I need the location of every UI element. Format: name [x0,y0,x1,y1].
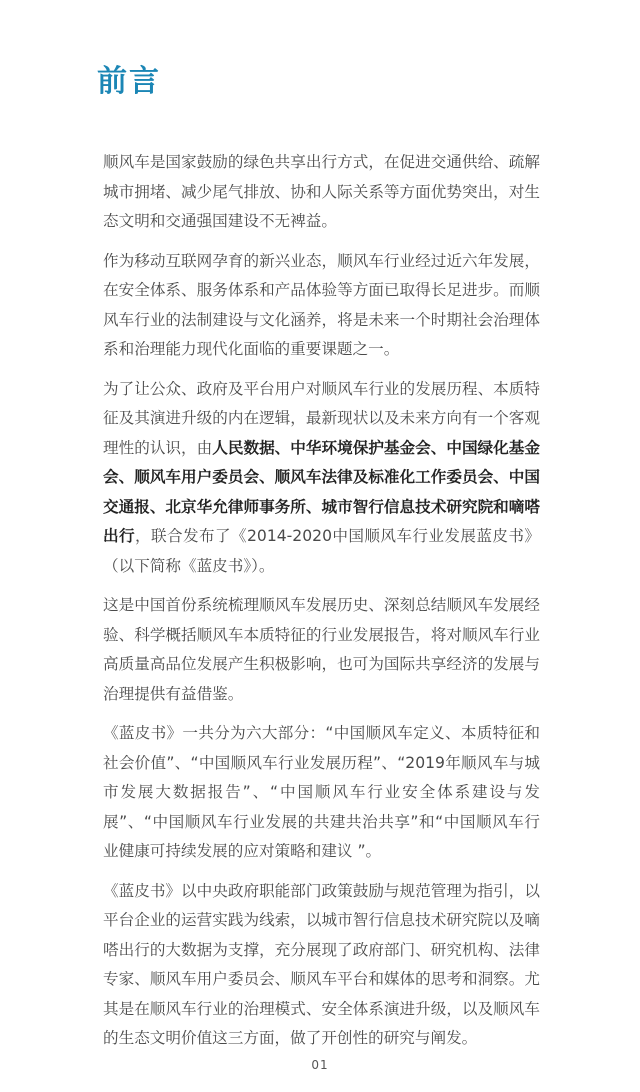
paragraph-development: 作为移动互联网孕育的新兴业态，顺风车行业经过近六年发展，在安全体系、服务体系和产品体验等方面已取得长足进步。而顺风车行业的法制建设与文化涵养，将是未来一个时期社会治理体系和治理能力现代化面临的重要课题之一。 [103,251,540,358]
paragraph-approach: 《蓝皮书》以中央政府职能部门政策鼓励与规范管理为指引，以平台企业的运营实践为线索，以城市智行信息技术研究院以及嘀嗒出行的大数据为支撑，充分展现了政府部门、研究机构、法律专家、顺风车用户委员会、顺风车平台和媒体的思考和洞察。尤其是在顺风车行业的治理模式、安全体系演进升级，以及顺风车的生态文明价值这三方面，做了开创性的研究与阐发。 [103,881,540,1047]
publishers-tail-text: ，联合发布了《2014-2020中国顺风车行业发展蓝皮书》（以下简称《蓝皮书》）。 [103,527,540,575]
publishers-lead-text: 为了让公众、政府及平台用户对顺风车行业的发展历程、本质特征及其演进升级的内在逻辑，最新现状以及未来方向有一个客观理性的认识，由 [103,379,540,457]
paragraph-publishers [103,375,540,582]
page-number: 01 [311,1058,329,1072]
paragraph-significance: 这是中国首份系统梳理顺风车发展历史、深刻总结顺风车发展经验、科学概括顺风车本质特征的行业发展报告，将对顺风车行业高质量高品位发展产生积极影响，也可为国际共享经济的发展与治理提供有益借鉴。 [103,596,540,703]
publishers-organizations: 人民数据、中华环境保护基金会、中国绿化基金会、顺风车用户委员会、顺风车法律及标准化工作委员会、中国交通报、北京华允律师事务所、城市智行信息技术研究院和嘀嗒出行 [103,438,540,545]
paragraph-intro: 顺风车是国家鼓励的绿色共享出行方式，在促进交通供给、疏解城市拥堵、减少尾气排放、协和人际关系等方面优势突出，对生态文明和交通强国建设不无裨益。 [103,153,540,230]
paragraph-structure: 《蓝皮书》一共分为六大部分：“中国顺风车定义、本质特征和社会价值”、“中国顺风车行业发展历程”、“2019年顺风车与城市发展大数据报告”、“中国顺风车行业安全体系建设与发展”、“中国顺风车行业发展的共建共治共享”和“中国顺风车行业健康可持续发展的应对策略和建议 ”。 [103,724,540,860]
page-title: 前言 [97,64,161,99]
preface-body [103,148,540,1064]
